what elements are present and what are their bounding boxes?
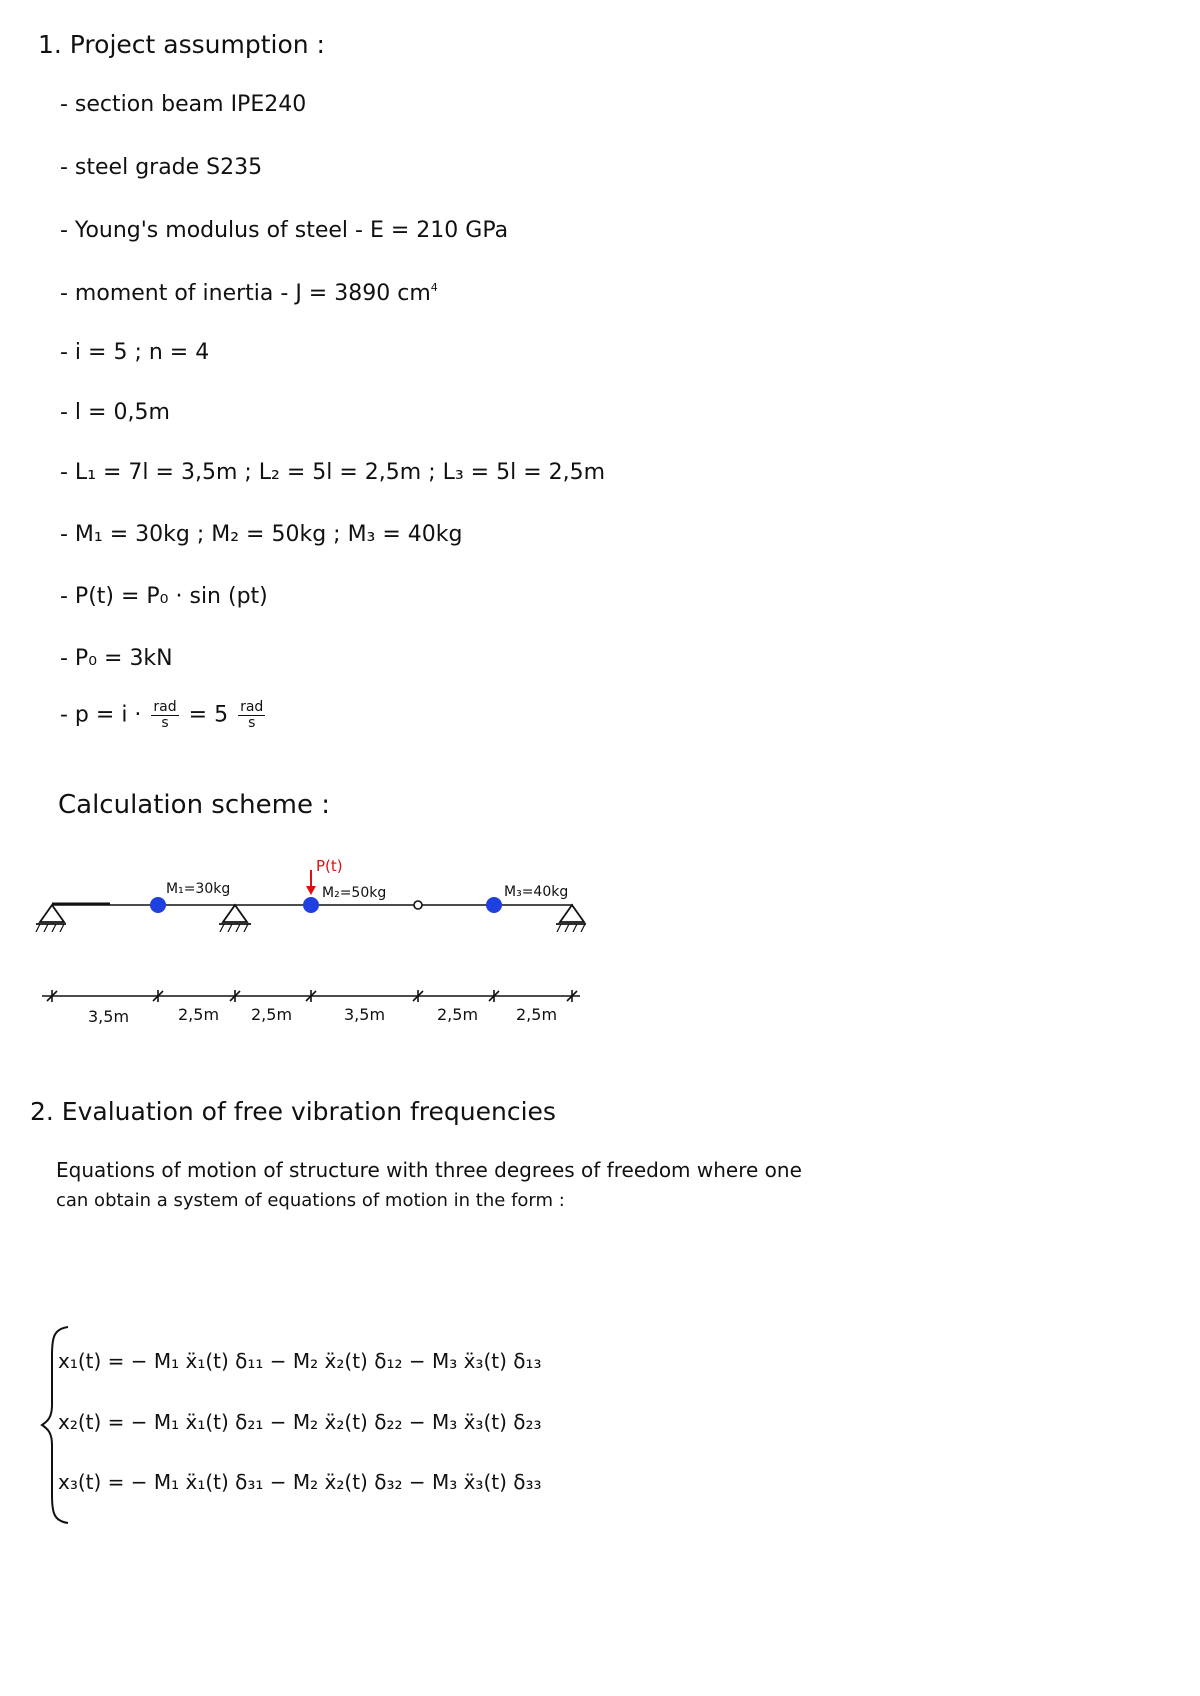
assumption-item-p0: - P₀ = 3kN <box>60 646 173 671</box>
fraction2-denominator: s <box>248 715 256 731</box>
section2-intro-line2: can obtain a system of equations of motion in the form : <box>56 1190 565 1211</box>
equation-2: x₂(t) = − M₁ ẍ₁(t) δ₂₁ − M₂ ẍ₂(t) δ₂₂ − M₃ ẍ₃(t) δ₂₃ <box>58 1410 542 1434</box>
mass-2-label: M₂=50kg <box>322 885 387 901</box>
p-middle: = 5 <box>188 702 229 728</box>
assumption-item-section: - section beam IPE240 <box>60 92 307 117</box>
assumption-item-load: - P(t) = P₀ · sin (pt) <box>60 584 268 609</box>
p-prefix: - p = i · <box>60 702 142 728</box>
assumption-item-steel: - steel grade S235 <box>60 155 263 180</box>
load-label: P(t) <box>316 857 343 875</box>
section2-heading: 2. Evaluation of free vibration frequencies <box>30 1097 556 1126</box>
hinge-icon <box>414 901 422 909</box>
inertia-text: - moment of inertia - J = 3890 cm <box>60 281 431 306</box>
section2-intro-line1: Equations of motion of structure with three degrees of freedom where one <box>56 1158 802 1182</box>
dimension-label-3: 2,5m <box>251 1005 293 1024</box>
fraction-numerator: rad <box>153 699 177 715</box>
right-pin-support <box>556 905 586 932</box>
mass-1-dot <box>150 897 166 913</box>
scheme-heading: Calculation scheme : <box>58 790 330 820</box>
mass-1-label: M₁=30kg <box>166 881 231 897</box>
load-arrow-icon <box>306 870 316 895</box>
fraction-denominator: s <box>161 715 169 731</box>
assumption-item-youngs-modulus: - Young's modulus of steel - E = 210 GPa <box>60 218 509 243</box>
mass-3-label: M₃=40kg <box>504 884 569 900</box>
dimension-label-6: 2,5m <box>516 1005 558 1024</box>
dimension-label-4: 3,5m <box>344 1005 386 1024</box>
mass-2-dot <box>303 897 319 913</box>
assumption-item-lengths: - L₁ = 7l = 3,5m ; L₂ = 5l = 2,5m ; L₃ = 5l = 2,5m <box>60 460 606 485</box>
assumption-item-i-n: - i = 5 ; n = 4 <box>60 340 210 365</box>
inertia-exponent: 4 <box>430 281 438 294</box>
middle-pin-support <box>219 905 251 932</box>
section1-heading: 1. Project assumption : <box>38 30 325 59</box>
equation-3: x₃(t) = − M₁ ẍ₁(t) δ₃₁ − M₂ ẍ₂(t) δ₃₂ − M₃ ẍ₃(t) δ₃₃ <box>58 1470 542 1494</box>
dimension-label-1: 3,5m <box>88 1007 130 1026</box>
mass-3-dot <box>486 897 502 913</box>
equation-1: x₁(t) = − M₁ ẍ₁(t) δ₁₁ − M₂ ẍ₂(t) δ₁₂ − M₃ ẍ₃(t) δ₁₃ <box>58 1349 542 1373</box>
fraction2-numerator: rad <box>240 699 264 715</box>
assumption-item-l: - l = 0,5m <box>60 400 170 425</box>
left-pin-support <box>36 905 66 932</box>
dimension-label-5: 2,5m <box>437 1005 479 1024</box>
assumption-item-masses: - M₁ = 30kg ; M₂ = 50kg ; M₃ = 40kg <box>60 522 463 547</box>
dimension-label-2: 2,5m <box>178 1005 220 1024</box>
